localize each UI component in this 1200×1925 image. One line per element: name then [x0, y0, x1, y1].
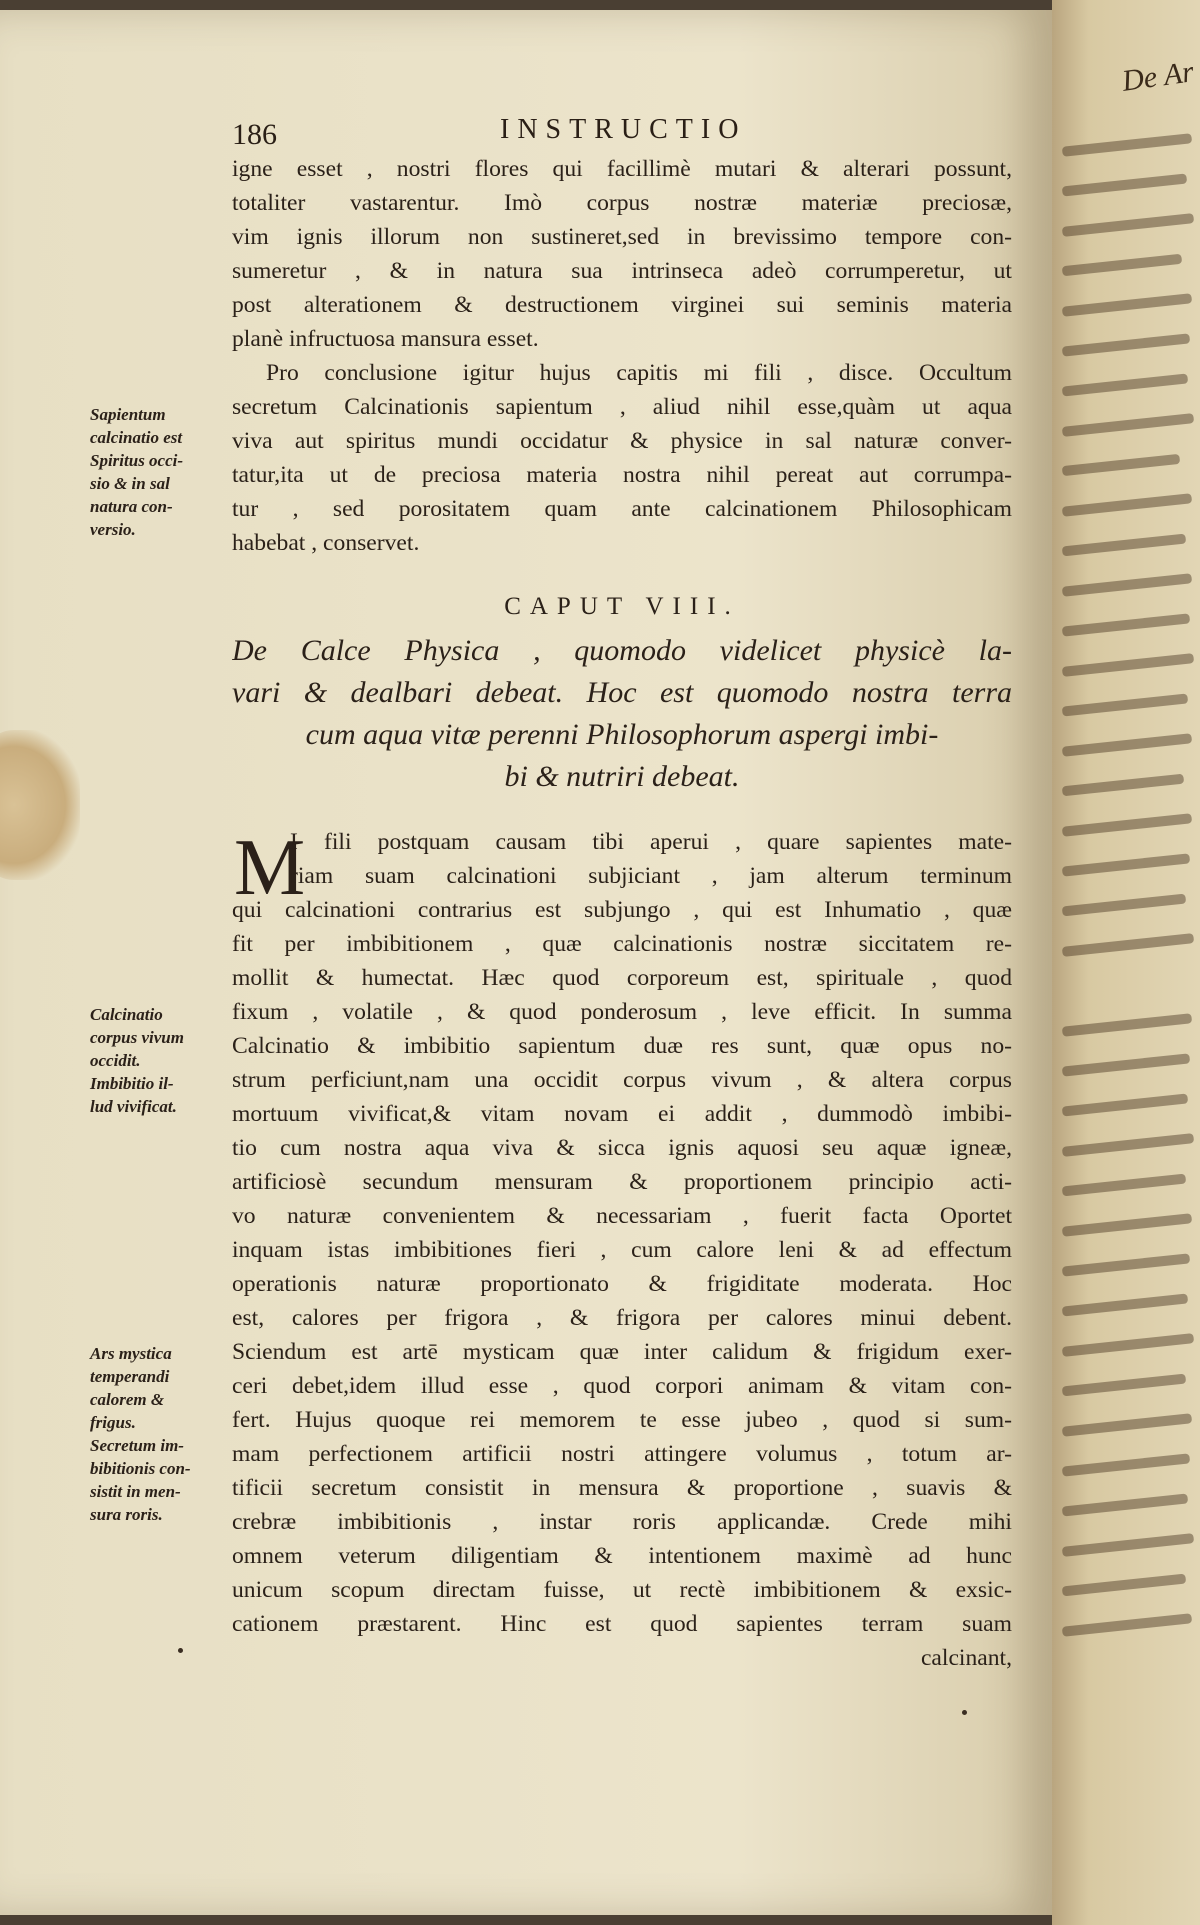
text-line: omnem veterum diligentiam & intentionem maximè ad hunc: [232, 1543, 1012, 1569]
text-line: tificii secretum consistit in mensura & proportione , suavis &: [232, 1475, 1012, 1501]
margin-note-line: bibitionis con-: [90, 1459, 191, 1478]
facing-text-line: [1062, 573, 1192, 597]
text-line: inquam istas imbibitiones fieri , cum calore leni & ad effectum: [232, 1237, 1012, 1263]
margin-note-line: frigus.: [90, 1413, 136, 1432]
text-line: riam suam calcinationi subjiciant , jam alterum terminum: [290, 863, 1012, 889]
facing-text-line: [1062, 1493, 1188, 1516]
text-line: planè infructuosa mansura esset.: [232, 326, 539, 352]
margin-note-line: Ars mystica: [90, 1344, 172, 1363]
text-line: mam perfectionem artificii nostri attingere volumus , totum ar-: [232, 1441, 1012, 1467]
facing-page-edge: [1052, 0, 1200, 1925]
text-line: fit per imbibitionem , quæ calcinationis nostræ siccitatem re-: [232, 931, 1012, 957]
margin-note-line: calcinatio est: [90, 428, 183, 447]
facing-text-line: [1062, 1613, 1192, 1637]
text-line: Calcinatio & imbibitio sapientum duæ res sunt, quæ opus no-: [232, 1033, 1012, 1059]
chapter-title-line: De Calce Physica , quomodo videlicet physicè la-: [232, 634, 1012, 667]
facing-text-line: [1062, 173, 1187, 196]
text-line: habebat , conservet.: [232, 530, 420, 556]
margin-note-line: Sapientum: [90, 405, 166, 424]
margin-note-line: sistit in men-: [90, 1482, 181, 1501]
catchword: calcinant,: [920, 1645, 1012, 1671]
text-line: strum perficiunt,nam una occidit corpus vivum , & altera corpus: [232, 1067, 1012, 1093]
text-line: Sciendum est artē mysticam quæ inter calidum & frigidum exer-: [232, 1339, 1012, 1365]
facing-text-line: [1062, 1013, 1192, 1037]
text-line: sumeretur , & in natura sua intrinseca adeò corrumperetur, ut: [232, 258, 1012, 284]
text-line: artificiosè secundum mensuram & proportionem principio acti-: [232, 1169, 1012, 1195]
drop-cap: M: [234, 824, 306, 912]
main-paragraph: [232, 893, 1012, 1675]
text-line: crebræ imbibitionis , instar roris applicandæ. Crede mihi: [232, 1509, 1012, 1535]
margin-note-ars-mystica: [90, 1342, 230, 1526]
text-line: fert. Hujus quoque rei memorem te esse jubeo , quod si sum-: [232, 1407, 1012, 1433]
facing-text-line: [1062, 813, 1192, 837]
text-line: igne esset , nostri flores qui facillimè mutari & alterari possunt,: [232, 156, 1012, 182]
facing-text-line: [1062, 1374, 1186, 1397]
margin-note-line: occidit.: [90, 1051, 141, 1070]
facing-text-line: [1062, 733, 1192, 757]
text-line: ceri debet,idem illud esse , quod corpori animam & vitam con-: [232, 1373, 1012, 1399]
facing-text-line: [1062, 693, 1188, 716]
text-line: Pro conclusione igitur hujus capitis mi fili , disce. Occultum: [266, 360, 1012, 386]
text-line: post alterationem & destructionem virginei sui seminis materia: [232, 292, 1012, 318]
margin-note-imbibitio: [90, 1003, 230, 1118]
margin-note-line: Secretum im-: [90, 1436, 184, 1455]
facing-text-line: [1062, 1574, 1186, 1597]
margin-note-line: calorem &: [90, 1390, 165, 1409]
text-line: fixum , volatile , & quod ponderosum , leve efficit. In summa: [232, 999, 1012, 1025]
facing-text-line: [1062, 853, 1190, 876]
facing-text-line: [1062, 1174, 1186, 1197]
facing-text-line: [1062, 1133, 1194, 1157]
page-number: 186: [232, 118, 277, 151]
margin-note-line: versio.: [90, 520, 136, 539]
facing-text-line: [1062, 1333, 1194, 1357]
page-header: [0, 110, 1052, 150]
margin-note-line: Calcinatio: [90, 1005, 163, 1024]
chapter-title-line: cum aqua vitæ perenni Philosophorum aspergi imbi-: [305, 718, 939, 751]
facing-text-line: [1062, 454, 1180, 476]
page-marker-tassel: [0, 730, 80, 880]
text-line: vo naturæ convenientem & necessariam , fuerit facta Oportet: [232, 1203, 1012, 1229]
facing-text-line: [1062, 1293, 1188, 1316]
facing-text-line: [1062, 933, 1194, 957]
facing-text-line: [1062, 333, 1190, 356]
margin-note-line: sura roris.: [90, 1505, 163, 1524]
text-line: totaliter vastarentur. Imò corpus nostræ materiæ preciosæ,: [232, 190, 1012, 216]
text-line: secretum Calcinationis sapientum , aliud nihil esse,quàm ut aqua: [232, 394, 1012, 420]
text-line: est, calores per frigora , & frigora per calores minui debent.: [232, 1305, 1012, 1331]
facing-text-line: [1062, 413, 1194, 437]
text-line: viva aut spiritus mundi occidatur & physice in sal naturæ conver-: [232, 428, 1012, 454]
facing-text-line: [1062, 1093, 1188, 1116]
facing-text-line: [1062, 133, 1192, 157]
chapter-label: CAPUT VIII.: [504, 593, 740, 620]
chapter-title-line: vari & dealbari debeat. Hoc est quomodo nostra terra: [232, 676, 1012, 709]
facing-text-line: [1062, 373, 1188, 396]
facing-text-line: [1062, 894, 1186, 917]
text-line: mollit & humectat. Hæc quod corporeum est, spirituale , quod: [232, 965, 1012, 991]
facing-text-line: [1062, 493, 1192, 517]
facing-text-line: [1062, 1053, 1190, 1076]
facing-text-line: [1062, 534, 1186, 557]
text-line: unicum scopum directam fuisse, ut rectè imbibitionem & exsic-: [232, 1577, 1012, 1603]
text-line: cationem præstarent. Hinc est quod sapientes terram suam: [232, 1611, 1012, 1637]
text-line: tur , sed porositatem quam ante calcinationem Philosophicam: [232, 496, 1012, 522]
facing-text-line: [1062, 613, 1190, 636]
margin-note-line: Imbibitio il-: [90, 1074, 174, 1093]
text-line: qui calcinationi contrarius est subjungo , qui est Inhumatio , quæ: [232, 897, 1012, 923]
book-page: [0, 10, 1052, 1915]
facing-running-head: De Ar: [1119, 55, 1196, 98]
facing-text-line: [1062, 653, 1194, 677]
text-line: tio cum nostra aqua viva & sicca ignis aquosi seu aquæ igneæ,: [232, 1135, 1012, 1161]
text-line: vim ignis illorum non sustineret,sed in brevissimo tempore con-: [232, 224, 1012, 250]
margin-note-line: natura con-: [90, 497, 173, 516]
margin-note-line: corpus vivum: [90, 1028, 184, 1047]
top-paragraph: [232, 152, 1012, 356]
facing-text-line: [1062, 213, 1194, 237]
main-paragraph-opening: [290, 825, 1012, 893]
facing-text-line: [1062, 1533, 1194, 1557]
conclusion-paragraph: [232, 356, 1012, 560]
text-line: operationis naturæ proportionato & frigiditate moderata. Hoc: [232, 1271, 1012, 1297]
facing-text-line: [1062, 1453, 1190, 1476]
text-line: tatur,ita ut de preciosa materia nostra nihil pereat aut corrumpa-: [232, 462, 1012, 488]
margin-note-line: lud vivificat.: [90, 1097, 177, 1116]
running-head: INSTRUCTIO: [500, 114, 747, 145]
facing-text-line: [1062, 293, 1192, 317]
facing-text-line: [1062, 774, 1184, 797]
margin-note-line: Spiritus occi-: [90, 451, 184, 470]
margin-note-line: sio & in sal: [90, 474, 170, 493]
ink-speck: [962, 1710, 967, 1715]
facing-text-line: [1062, 254, 1182, 276]
facing-text-line: [1062, 1253, 1190, 1276]
chapter-title-line: bi & nutriri debeat.: [504, 760, 740, 793]
text-line: I fili postquam causam tibi aperui , quare sapientes mate-: [290, 829, 1012, 855]
margin-note-calcinatio: [90, 403, 230, 541]
text-line: mortuum vivificat,& vitam novam ei addit , dummodò imbibi-: [232, 1101, 1012, 1127]
chapter-title: [232, 630, 1012, 798]
facing-text-line: [1062, 1213, 1192, 1237]
facing-text-line: [1062, 1413, 1192, 1437]
ink-speck: [178, 1648, 183, 1653]
margin-note-line: temperandi: [90, 1367, 170, 1386]
